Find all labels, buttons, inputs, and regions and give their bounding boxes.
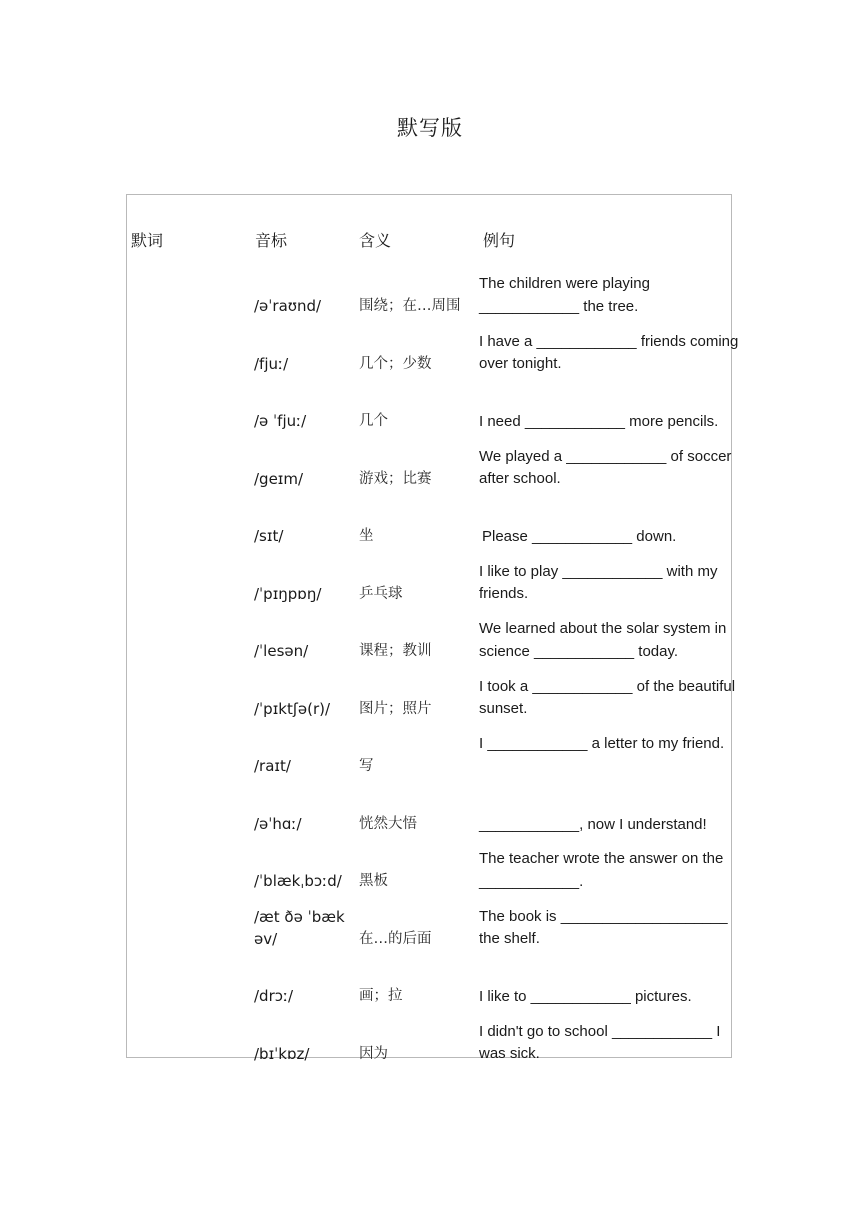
phonetic-cell: /raɪt/ — [254, 757, 291, 775]
example-cell: I need ____________ more pencils. — [479, 413, 719, 430]
table-row — [127, 609, 733, 667]
example-cell: We played a ____________ of soccer after school. — [479, 447, 732, 487]
meaning-cell: 游戏；比赛 — [359, 470, 432, 487]
header-phonetic: 音标 — [255, 231, 288, 250]
header-meaning: 含义 — [359, 231, 392, 250]
meaning-cell: 黑板 — [359, 873, 388, 889]
header-word: 默词 — [131, 231, 164, 250]
meaning-cell: 坐 — [359, 528, 374, 544]
meaning-cell: 画；拉 — [359, 988, 403, 1004]
example-cell: I like to play ____________ with my friends. — [479, 562, 718, 602]
phonetic-cell: /fjuː/ — [254, 354, 289, 373]
table-row — [127, 839, 733, 897]
table-row — [127, 724, 733, 782]
example-cell: The book is ____________________ the shelf. — [479, 907, 728, 947]
meaning-cell: 几个；少数 — [359, 355, 432, 372]
table-row — [127, 552, 733, 610]
header-example: 例句 — [483, 231, 516, 250]
phonetic-cell: /ˈpɪktʃə(r)/ — [254, 699, 331, 718]
example-cell: We learned about the solar system in science ____________ today. — [479, 620, 727, 660]
phonetic-cell: /əˈraʊnd/ — [254, 297, 322, 315]
phonetic-cell: /əˈhɑː/ — [254, 814, 302, 833]
phonetic-cell: /ˈlesən/ — [254, 642, 309, 660]
meaning-cell: 围绕；在…周围 — [359, 298, 461, 314]
example-cell: I ____________ a letter to my friend. — [479, 735, 725, 752]
phonetic-cell: /ˈblækˌbɔːd/ — [254, 872, 342, 890]
example-cell: ____________, now I understand! — [479, 815, 707, 833]
table-row — [127, 954, 733, 1012]
vocabulary-table — [126, 194, 739, 1063]
table-row — [127, 1012, 733, 1070]
meaning-cell: 图片；照片 — [359, 700, 432, 717]
phonetic-cell: /ə ˈfjuː/ — [254, 412, 307, 430]
example-cell: Please ____________ down. — [482, 528, 677, 545]
meaning-cell: 几个 — [359, 413, 388, 429]
phonetic-cell: /bɪˈkɒz/ — [254, 1044, 310, 1063]
example-cell: The teacher wrote the answer on the ____________. — [479, 850, 724, 890]
meaning-cell: 课程；教训 — [359, 643, 432, 659]
example-cell: I have a ____________ friends coming over tonight. — [479, 332, 739, 372]
phonetic-cell: /sɪt/ — [254, 527, 284, 545]
table-header-row — [127, 230, 733, 252]
table-row — [127, 379, 733, 437]
example-cell: I took a ____________ of the beautiful sunset. — [479, 677, 736, 717]
table-row — [127, 667, 736, 725]
page-title: 默写版 — [397, 116, 463, 140]
table-row — [127, 322, 739, 380]
meaning-cell: 在…的后面 — [359, 930, 432, 947]
table-row — [127, 494, 733, 552]
table-row — [127, 437, 733, 495]
meaning-cell: 写 — [359, 758, 374, 774]
phonetic-cell: /ˈpɪŋpɒŋ/ — [254, 584, 322, 603]
phonetic-cell: /drɔː/ — [254, 987, 294, 1005]
example-cell: I like to ____________ pictures. — [479, 988, 692, 1005]
phonetic-cell: /æt ðə ˈbæk əv/ — [254, 907, 345, 948]
table-row — [127, 782, 733, 840]
meaning-cell: 乒乓球 — [359, 585, 403, 602]
meaning-cell: 恍然大悟 — [359, 815, 417, 832]
table-row — [127, 897, 733, 955]
example-cell: I didn't go to school ____________ I was sick. — [479, 1022, 721, 1062]
phonetic-cell: /geɪm/ — [254, 469, 304, 488]
meaning-cell: 因为 — [359, 1045, 388, 1062]
example-cell: The children were playing ____________ the tree. — [479, 275, 650, 315]
table-row — [127, 264, 733, 322]
